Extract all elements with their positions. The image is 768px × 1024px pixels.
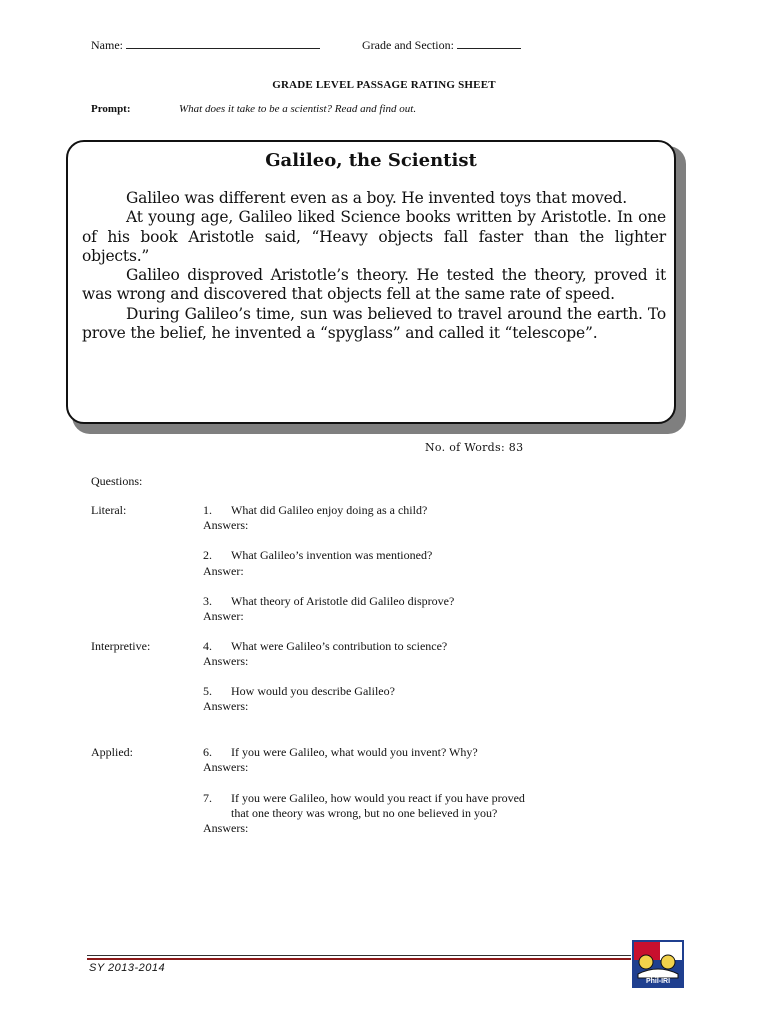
question-text: What Galileo’s invention was mentioned? [231, 548, 433, 562]
prompt-text: What does it take to be a scientist? Read and find out. [179, 103, 417, 115]
question-text: How would you describe Galileo? [231, 684, 395, 698]
question-text: If you were Galileo, how would you react if you have proved [231, 791, 525, 805]
question-number: 6. [203, 745, 212, 759]
logo-figure-right [661, 955, 675, 969]
logo-figure-left [639, 955, 653, 969]
sheet-title: GRADE LEVEL PASSAGE RATING SHEET [272, 79, 496, 91]
passage-body [82, 189, 666, 343]
grade-section-blank[interactable] [457, 38, 521, 49]
question-number: 5. [203, 684, 212, 698]
answer-label[interactable]: Answers: [203, 654, 249, 668]
question-text: What did Galileo enjoy doing as a child? [231, 503, 428, 517]
prompt-label: Prompt: [91, 103, 131, 115]
name-blank[interactable] [126, 38, 320, 49]
question-number: 7. [203, 791, 212, 805]
question-number: 3. [203, 594, 212, 608]
grade-section-label: Grade and Section: [362, 38, 454, 52]
question-number: 2. [203, 548, 212, 562]
name-label: Name: [91, 38, 123, 52]
footer-rule-accent [87, 958, 631, 960]
answer-label[interactable]: Answers: [203, 821, 249, 835]
passage-paragraph: Galileo disproved Aristotle’s theory. He tested the theory, proved it was wrong and discovered that objects fell at the same rate of speed. [82, 266, 666, 304]
logo-text: Phil-IRI [645, 978, 671, 985]
passage-paragraph: Galileo was different even as a boy. He invented toys that moved. [126, 189, 628, 207]
footer-rule [87, 955, 631, 956]
section-applied: Applied: [91, 745, 133, 759]
answer-label[interactable]: Answer: [203, 609, 244, 623]
passage-paragraph: During Galileo’s time, sun was believed to travel around the earth. To prove the belief, he invented a “spyglass” and called it “telescope”. [82, 304, 666, 343]
section-interpretive: Interpretive: [91, 639, 151, 653]
grade-section-field[interactable] [362, 38, 521, 53]
word-count: No. of Words: 83 [425, 441, 524, 454]
school-year: SY 2013-2014 [89, 962, 166, 974]
question-text: If you were Galileo, what would you invent? Why? [231, 745, 478, 759]
answer-label[interactable]: Answers: [203, 699, 249, 713]
question-text-continued: that one theory was wrong, but no one believed in you? [231, 806, 498, 820]
passage-paragraph: At young age, Galileo liked Science books written by Aristotle. In one of his book Aristotle said, “Heavy objects fall faster than the lighter objects.” [82, 208, 666, 265]
answer-label[interactable]: Answer: [203, 564, 244, 578]
name-field[interactable] [91, 38, 320, 53]
question-text: What were Galileo’s contribution to science? [231, 639, 448, 653]
section-literal: Literal: [91, 503, 127, 517]
question-number: 4. [203, 639, 212, 653]
question-text: What theory of Aristotle did Galileo disprove? [231, 594, 455, 608]
answer-label[interactable]: Answers: [203, 518, 249, 532]
answer-label[interactable]: Answers: [203, 760, 249, 774]
question-number: 1. [203, 503, 212, 517]
questions-heading: Questions: [91, 474, 143, 488]
passage-title: Galileo, the Scientist [265, 150, 477, 171]
